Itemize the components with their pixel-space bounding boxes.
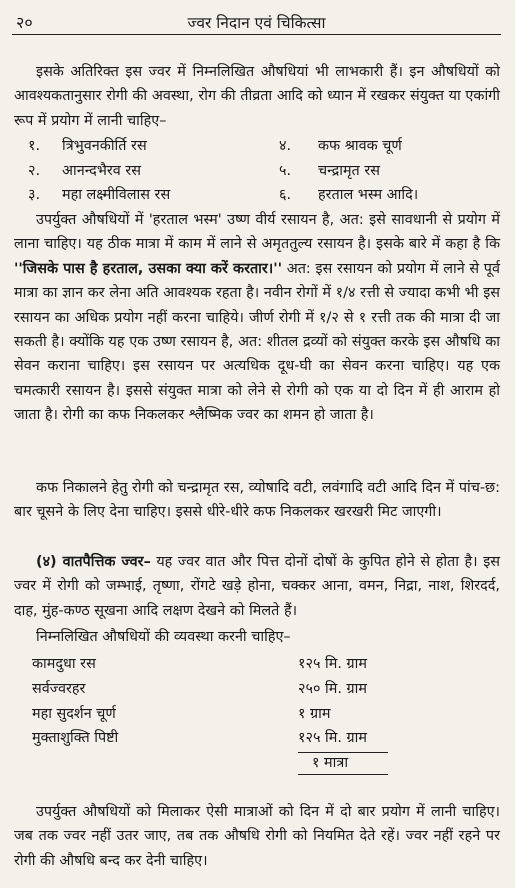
paragraph-cough: कफ निकालने हेतु रोगी को चन्द्रामृत रस, व्योषादि वटी, लवंगादि वटी आदि दिन में पांच-छ: बार चूसने के लिए देना चाहिए। इससे धीरे-धीरे कफ निकलकर खरखरी मिट जाएगी। bbox=[14, 480, 500, 521]
total-dose: १ मात्रा bbox=[312, 755, 349, 772]
table-row bbox=[14, 677, 500, 702]
list-number: १. bbox=[28, 138, 41, 154]
running-title: ज्वर निदान एवं चिकित्सा bbox=[187, 14, 326, 32]
quoted-saying: ''जिसके पास है हरताल, उसका क्या करें करतार।'' bbox=[14, 260, 283, 277]
list-item bbox=[14, 134, 500, 159]
medicine-dose: १ ग्राम bbox=[298, 705, 331, 722]
paragraph-text: अत: इस रसायन को प्रयोग में लाने से पूर्व मात्रा का ज्ञान कर लेना अति आवश्यक रहता है। नवीन रोगों में १/४ रत्ती से ज्यादा कभी भी इस रसायन का अधिक प्रयोग नहीं करना चाहिये। जीर्ण रोगी में १/२ से १ रत्ती तक की मात्रा दी जा सकती है। क्योंकि यह एक उष्ण रसायन है, अत: शीतल द्रव्यों को संयुक्त करके इस औषधि का सेवन कराना चाहिए। इस रसायन पर अत्यधिक दूध-घी का सेवन करना चाहिए। यह एक चमत्कारी रसायन है। इससे संयुक्त मात्रा को लेने से रोगी को एक या दो दिन में ही आराम हो जाता है। रोगी का कफ निकलकर श्लैष्मिक ज्वर का शमन हो जाता है। bbox=[14, 260, 500, 424]
section-vatapaittik bbox=[14, 550, 500, 623]
medicine-dose: २५० मि. ग्राम bbox=[298, 680, 367, 697]
list-text: हरताल भस्म आदि। bbox=[318, 187, 419, 204]
total-rule-bottom bbox=[298, 774, 388, 775]
medicine-name: मुक्ताशुक्ति पिष्टी bbox=[32, 730, 119, 747]
page-header bbox=[12, 8, 501, 35]
list-text: आनन्दभैरव रस bbox=[62, 162, 141, 179]
prescription-table bbox=[14, 652, 500, 776]
paragraph-dosage: उपर्युक्त औषधियों को मिलाकर ऐसी मात्राओं को दिन में दो बार प्रयोग में लानी चाहिए। जब तक ज्वर नहीं उतर जाए, तब तक औषधि रोगी को नियमित देते रहें। ज्वर नहीं रहने पर रोगी की औषधि बन्द कर देनी चाहिए। bbox=[14, 804, 500, 869]
list-text: चन्द्रामृत रस bbox=[318, 162, 380, 179]
table-row bbox=[14, 652, 500, 677]
list-text: त्रिभुवनकीर्ति रस bbox=[62, 138, 147, 154]
table-row bbox=[14, 726, 500, 751]
paragraph-hartal bbox=[14, 208, 500, 428]
list-number: ३. bbox=[28, 187, 41, 204]
list-number: ४. bbox=[279, 138, 292, 154]
medicine-list bbox=[14, 134, 500, 208]
medicine-name: सर्वज्वरहर bbox=[32, 680, 86, 697]
list-text: कफ श्रावक चूर्ण bbox=[318, 138, 402, 154]
medicine-name: कामदुधा रस bbox=[32, 656, 96, 672]
prescription-intro: निम्नलिखित औषधियों की व्यवस्था करनी चाहिए– bbox=[36, 629, 291, 645]
page-number: २० bbox=[16, 13, 33, 32]
paragraph-intro: इसके अतिरिक्त इस ज्वर में निम्नलिखित औषधियां भी लाभकारी हैं। इन औषधियों को आवश्यकतानुसार रोगी की अवस्था, रोग की तीव्रता आदि को ध्यान में रखकर संयुक्त या एकांगी रूप में प्रयोग में लानी चाहिए– bbox=[14, 64, 500, 129]
list-number: २. bbox=[28, 162, 41, 179]
section-heading: (४) वातपैत्तिक ज्वर– bbox=[36, 554, 151, 570]
list-item bbox=[14, 159, 500, 184]
list-number: ६. bbox=[279, 187, 292, 204]
list-number: ५. bbox=[279, 162, 292, 179]
medicine-dose: १२५ मि. ग्राम bbox=[298, 730, 367, 747]
paragraph-text: यह ज्वर वात और पित्त दोनों दोषों के कुपित होने से होता है। इस ज्वर में रोगी को जम्भाई, तृष्णा, रोंगटे खड़े होना, चक्कर आना, वमन, निद्रा, नाश, शिरदर्द, दाह, मुंह-कण्ठ सूखना आदि लक्षण देखने को मिलते हैं। bbox=[14, 554, 500, 619]
table-row bbox=[14, 702, 500, 727]
list-text: महा लक्ष्मीविलास रस bbox=[62, 187, 171, 204]
list-item bbox=[14, 183, 500, 208]
total-row bbox=[14, 751, 500, 776]
medicine-name: महा सुदर्शन चूर्ण bbox=[32, 705, 116, 722]
medicine-dose: १२५ मि. ग्राम bbox=[298, 656, 367, 672]
paragraph-text: उपर्युक्त औषधियों में 'हरताल भस्म' उष्ण वीर्य रसायन है, अत: इसे सावधानी से प्रयोग में लाना चाहिए। यह ठीक मात्रा में काम में लाने से अमृततुल्य रसायन है। इसके बारे में कहा है कि bbox=[14, 212, 500, 253]
